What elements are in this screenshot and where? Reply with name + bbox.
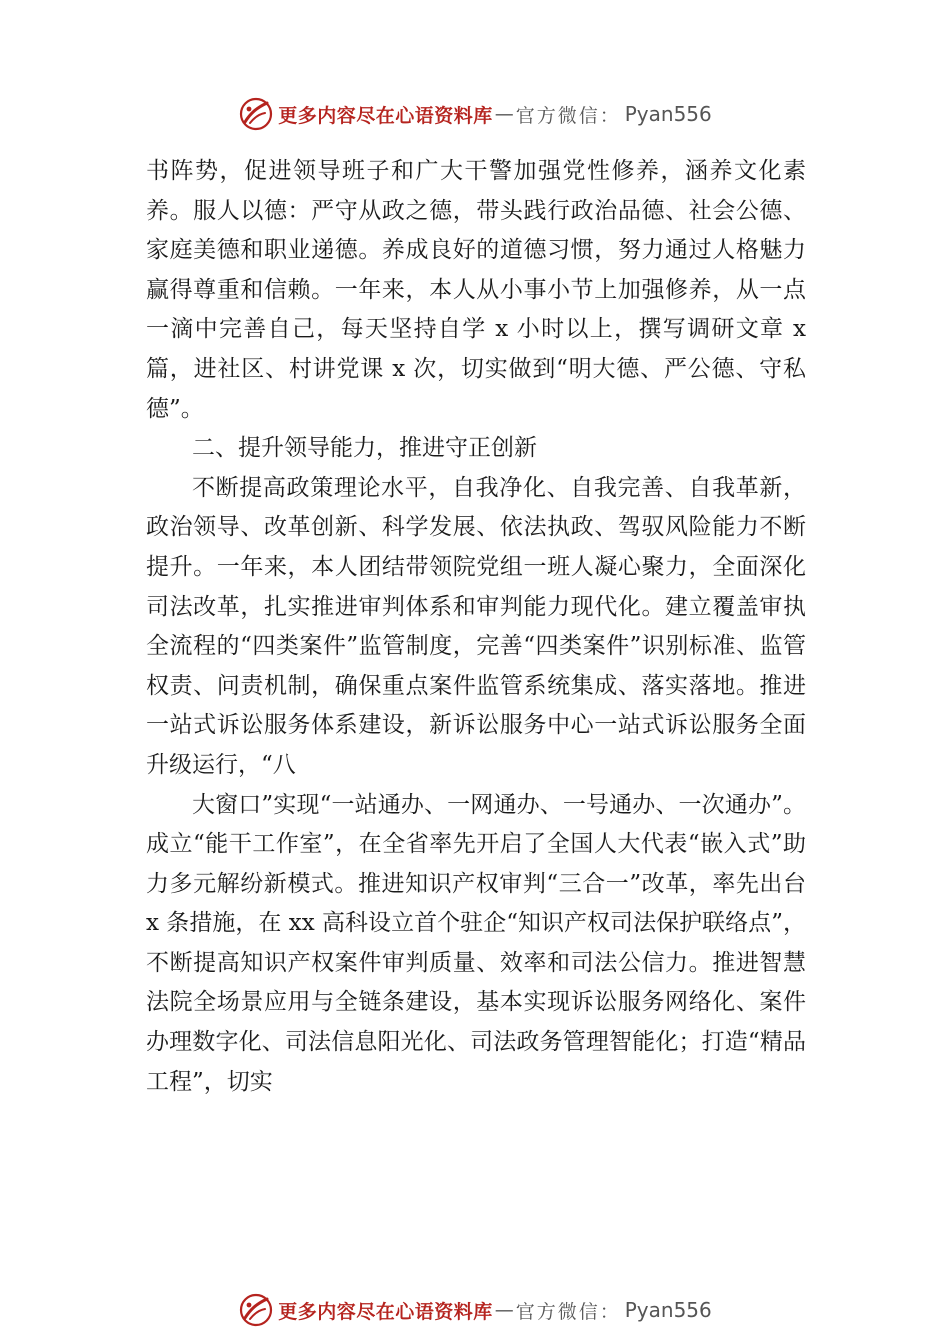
watermark-label: 官方微信： — [515, 104, 621, 127]
footer-watermark — [0, 1290, 950, 1330]
paragraph-continued: 书阵势，促进领导班子和广大干警加强党性修养，涵养文化素养。服人以德：严守从政之德，带头践行政治品德、社会公德、家庭美德和职业递德。养成良好的道德习惯，努力通过人格魅力赢得尊重和信赖。一年来，本人从小事小节上加强修养，从一点一滴中完善自己，每天坚持自学 x 小时以上，撰写调研文章 x 篇，进社区、村讲党课 x 次，切实做到“明大德、严公德、守私德”。 — [146, 158, 806, 422]
watermark-id: Pyan556 — [624, 1298, 712, 1322]
brush-logo-icon — [238, 1292, 274, 1328]
paragraph: 不断提高政策理论水平，自我净化、自我完善、自我革新，政治领导、改革创新、科学发展、依法执政、驾驭风险能力不断提升。一年来，本人团结带领院党组一班人凝心聚力，全面深化司法改革，扎实推进审判体系和审判能力现代化。建立覆盖审执全流程的“四类案件”监管制度，完善“四类案件”识别标准、监管权责、问责机制，确保重点案件监管系统集成、落实落地。推进一站式诉讼服务体系建设，新诉讼服务中心一站式诉讼服务全面升级运行，“八 — [146, 474, 806, 778]
watermark-dash: — — [494, 103, 514, 125]
document-body — [146, 152, 806, 1102]
watermark-label: 官方微信： — [515, 1300, 621, 1323]
watermark-id: Pyan556 — [624, 102, 712, 126]
watermark-text: 更多内容尽在心语资料库 — [278, 104, 493, 127]
watermark-dash: — — [494, 1299, 514, 1321]
section-heading: 二、提升领导能力，推进守正创新 — [192, 435, 537, 462]
watermark-text: 更多内容尽在心语资料库 — [278, 1300, 493, 1323]
paragraph: 大窗口”实现“一站通办、一网通办、一号通办、一次通办”。成立“能干工作室”，在全省率先开启了全国人大代表“嵌入式”助力多元解纷新模式。推进知识产权审判“三合一”改革，率先出台 x 条措施，在 xx 高科设立首个驻企“知识产权司法保护联络点”，不断提高知识产权案件审判质量、效率和司法公信力。推进智慧法院全场景应用与全链条建设，基本实现诉讼服务网络化、案件办理数字化、司法信息阳光化、司法政务管理智能化；打造“精品工程”，切实 — [146, 791, 806, 1095]
header-watermark — [0, 94, 950, 134]
brush-logo-icon — [238, 96, 274, 132]
